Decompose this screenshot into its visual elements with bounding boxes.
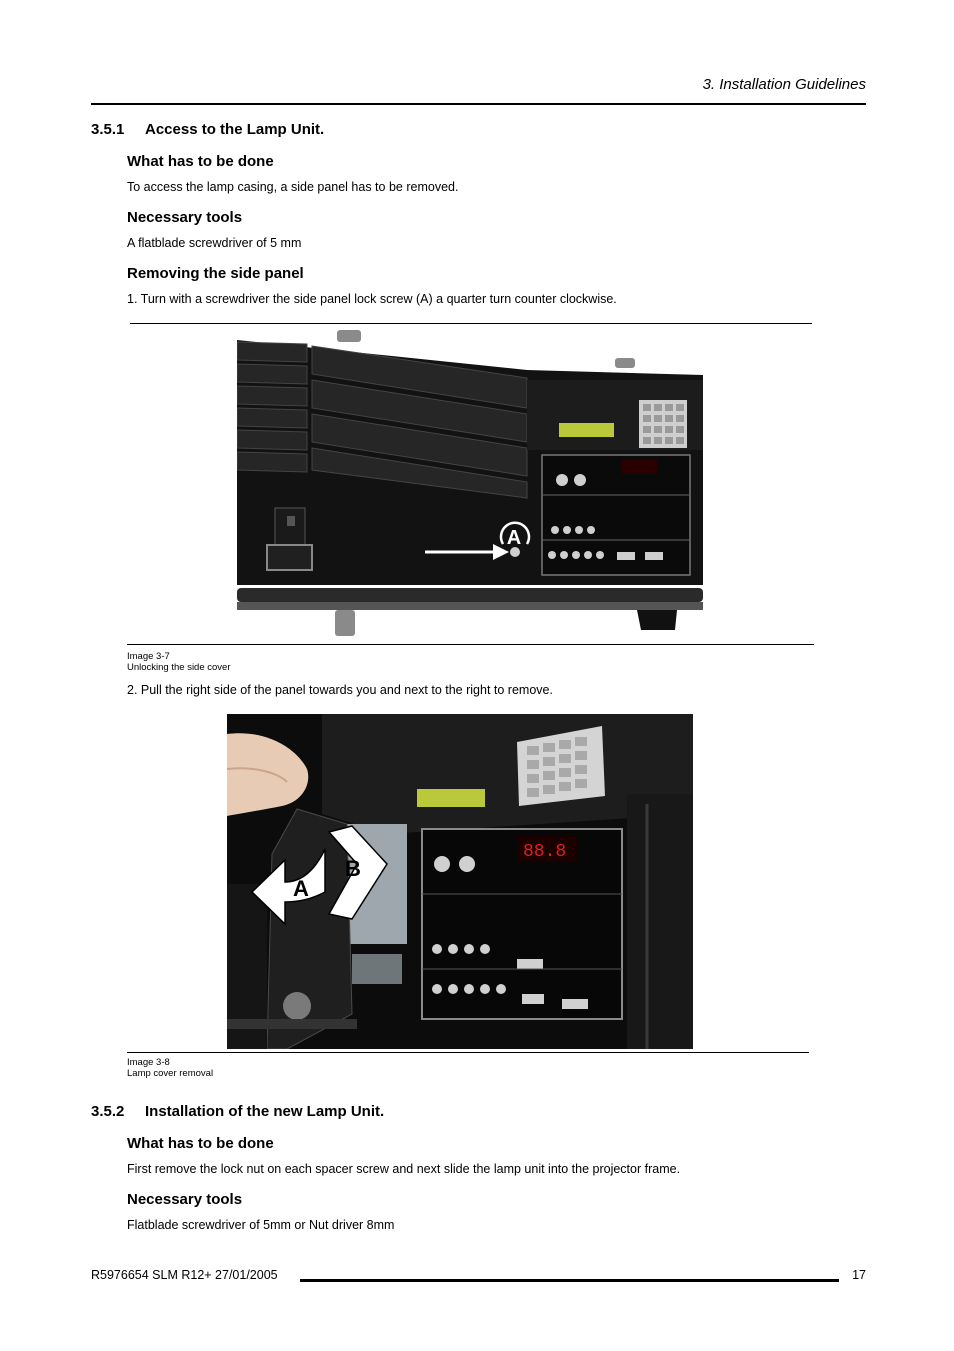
section-title: Installation of the new Lamp Unit. — [145, 1103, 385, 1120]
footer-doc-ref: R5976654 SLM R12+ 27/01/2005 — [91, 1268, 278, 1282]
figure-2-title: Lamp cover removal — [127, 1068, 214, 1079]
figure-2-bottom-rule — [127, 1052, 809, 1053]
projector-side-photo — [237, 330, 703, 642]
marker-b-label: B — [345, 856, 361, 881]
marker-a-label: A — [293, 876, 309, 901]
figure-top-rule — [130, 323, 812, 324]
section-number: 3.5.2 — [91, 1103, 125, 1120]
tools-text: A flatblade screwdriver of 5 mm — [127, 236, 302, 250]
section-heading-3-5-1 — [91, 121, 324, 138]
footer-rule — [300, 1279, 839, 1282]
svg-text:88.8: 88.8 — [523, 842, 567, 862]
tools-heading: Necessary tools — [127, 209, 243, 226]
step-2: 2. Pull the right side of the panel towards you and next to the right to remove. — [127, 683, 553, 697]
removing-heading: Removing the side panel — [127, 265, 304, 282]
figure-2-caption — [127, 1057, 213, 1079]
figure-1-caption — [127, 651, 231, 673]
figure-1-label: Image 3-7 — [127, 651, 170, 662]
section-title: Access to the Lamp Unit. — [145, 121, 325, 138]
tools-text-2: Flatblade screwdriver of 5mm or Nut driver 8mm — [127, 1218, 395, 1232]
what-text: To access the lamp casing, a side panel has to be removed. — [127, 180, 459, 194]
step-1: 1. Turn with a screwdriver the side panel lock screw (A) a quarter turn counter clockwise. — [127, 292, 617, 306]
section-number: 3.5.1 — [91, 121, 125, 138]
section-heading-3-5-2 — [91, 1103, 384, 1120]
what-heading-2: What has to be done — [127, 1135, 274, 1152]
figure-bottom-rule — [127, 644, 814, 645]
lamp-cover-removal-photo — [227, 714, 693, 1049]
what-text-2: First remove the lock nut on each spacer screw and next slide the lamp unit into the projector frame. — [127, 1162, 681, 1176]
running-header: 3. Installation Guidelines — [702, 76, 866, 93]
marker-a-label: A — [506, 527, 522, 549]
tools-heading-2: Necessary tools — [127, 1191, 243, 1208]
header-rule — [91, 103, 866, 105]
figure-1-title: Unlocking the side cover — [127, 662, 231, 673]
figure-2-label: Image 3-8 — [127, 1057, 170, 1068]
page-number: 17 — [852, 1268, 866, 1282]
what-heading: What has to be done — [127, 153, 274, 170]
